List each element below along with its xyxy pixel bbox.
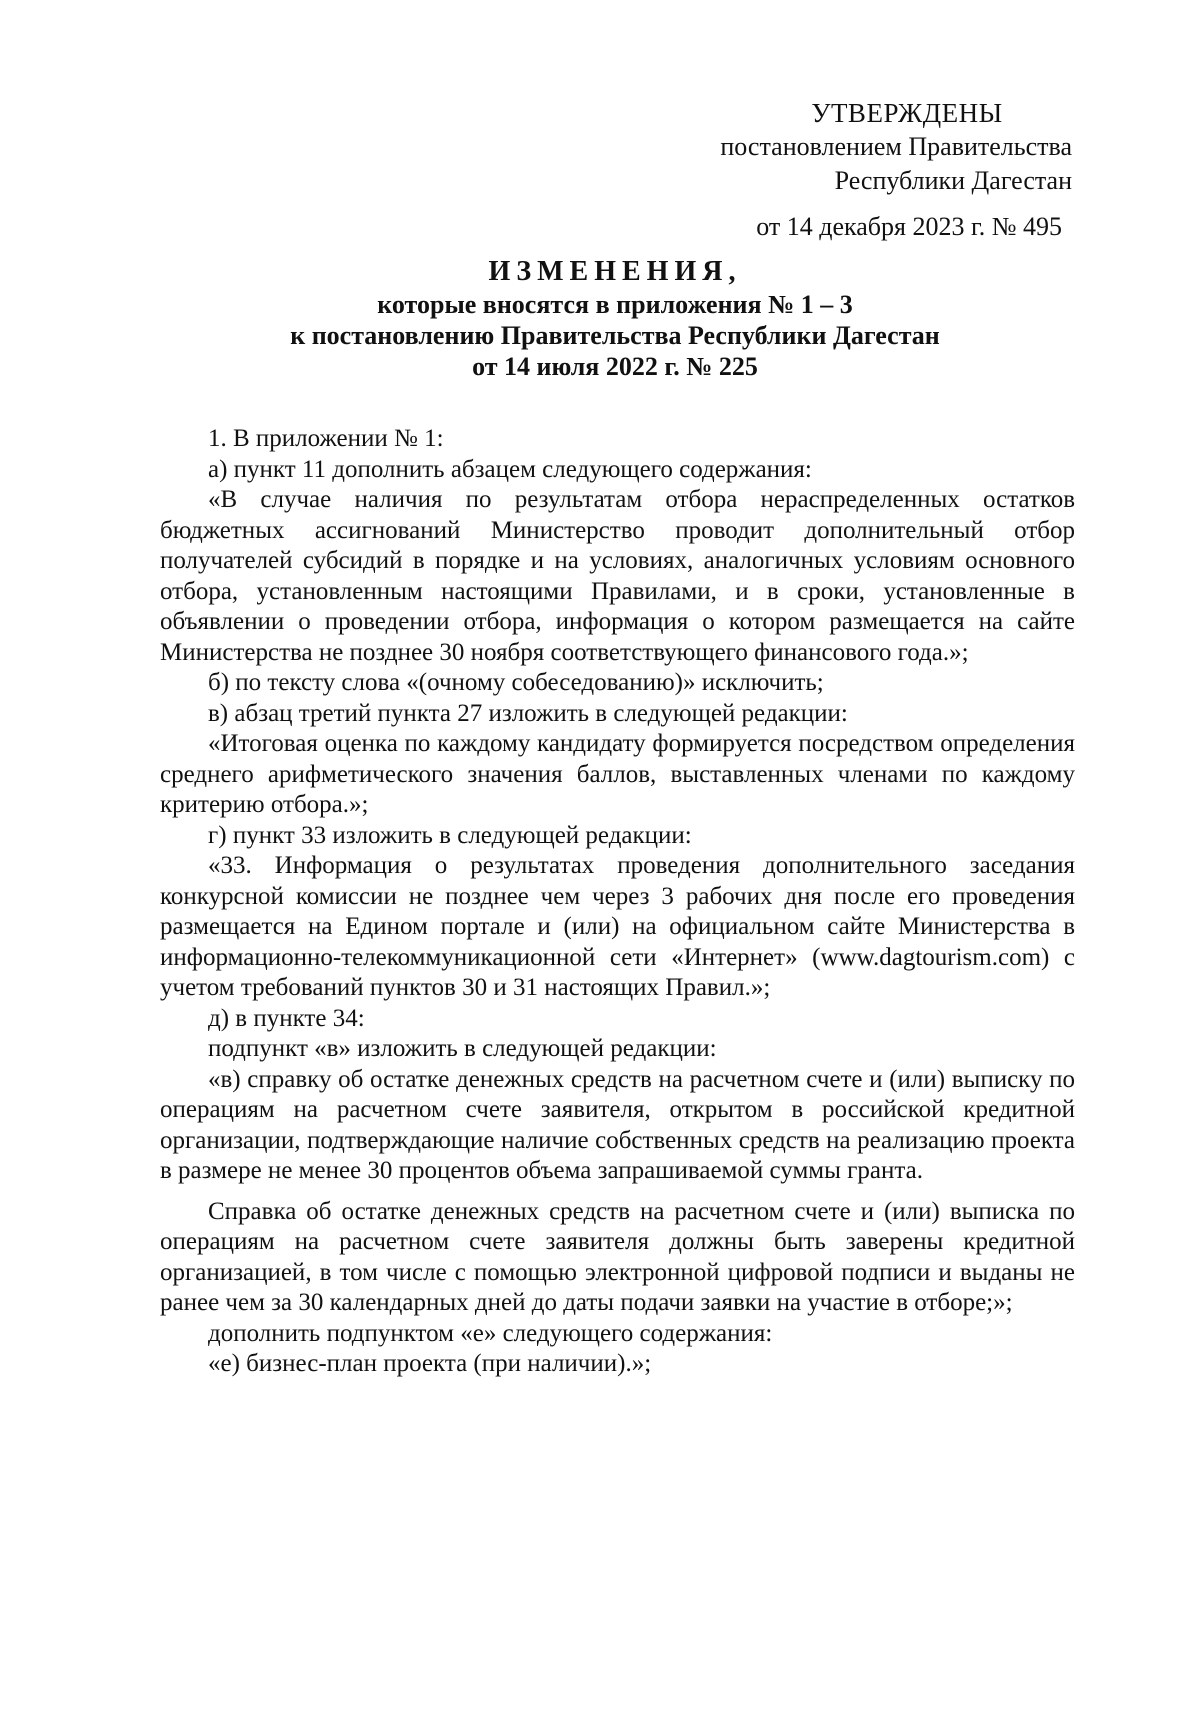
document-body xyxy=(160,424,1075,1380)
paragraph-4: б) по тексту слова «(очному собеседованию)» исключить; xyxy=(208,669,824,696)
heading-line-1: которые вносятся в приложения № 1 – 3 xyxy=(377,290,853,319)
paragraph-5: в) абзац третий пункта 27 изложить в следующей редакции: xyxy=(208,699,848,727)
paragraph-12: Справка об остатке денежных средств на расчетном счете и (или) выписка по операциям на расчетном счете заявителя должны быть заверены кредитной организацией, в том числе с помощью электронной цифровой подписи и выданы не ранее чем за 30 календарных дней до даты подачи заявки на участие в отборе;»; xyxy=(160,1197,1075,1316)
approval-line-2: Республики Дагестан xyxy=(834,166,1072,195)
paragraph-8: «33. Информация о результатах проведения дополнительного заседания конкурсной комиссии не позднее чем через 3 рабочих дня после его проведения размещается на Едином портале и (или) на официальном сайте Министерства в информационно-телекоммуникационной сети «Интернет» (www.dagtourism.com) с учетом требований пунктов 30 и 31 настоящих Правил.»; xyxy=(160,852,1075,1001)
paragraph-6: «Итоговая оценка по каждому кандидату формируется посредством определения среднего арифметического значения баллов, выставленных членами по каждому критерию отбора.»; xyxy=(160,730,1075,818)
paragraph-11: «в) справку об остатке денежных средств на расчетном счете и (или) выписку по операциям на расчетном счете заявителя, открытом в российской кредитной организации, подтверждающие наличие собственных средств на реализацию проекта в размере не менее 30 процентов объема запрашиваемой суммы гранта. xyxy=(160,1065,1075,1184)
paragraph-1: 1. В приложении № 1: xyxy=(208,425,444,452)
document-heading xyxy=(160,256,1070,382)
approval-line-1: постановлением Правительства xyxy=(720,132,1072,161)
paragraph-13: дополнить подпунктом «е» следующего содержания: xyxy=(208,1319,773,1347)
heading-line-2: к постановлению Правительства Республики Дагестан xyxy=(290,321,940,350)
approval-stamp xyxy=(632,96,1072,244)
paragraph-9: д) в пункте 34: xyxy=(208,1004,365,1032)
heading-line-3: от 14 июля 2022 г. № 225 xyxy=(472,352,758,381)
approval-title: УТВЕРЖДЕНЫ xyxy=(811,98,1003,128)
paragraph-10: подпункт «в» изложить в следующей редакции: xyxy=(208,1035,717,1062)
heading-title: ИЗМЕНЕНИЯ, xyxy=(488,256,742,287)
paragraph-7: г) пункт 33 изложить в следующей редакции: xyxy=(208,821,692,849)
approval-date: от 14 декабря 2023 г. № 495 xyxy=(756,212,1062,241)
paragraph-14: «е) бизнес-план проекта (при наличии).»; xyxy=(208,1350,652,1377)
paragraph-3: «В случае наличия по результатам отбора нераспределенных остатков бюджетных ассигнований Министерство проводит дополнительный отбор получателей субсидий в порядке и на условиях, аналогичных условиям основного отбора, установленным настоящими Правилами, и в сроки, установленные в объявлении о проведении отбора, информация о котором размещается на сайте Министерства не позднее 30 ноября соответствующего финансового года.»; xyxy=(160,486,1075,666)
paragraph-2: а) пункт 11 дополнить абзацем следующего содержания: xyxy=(208,455,812,483)
